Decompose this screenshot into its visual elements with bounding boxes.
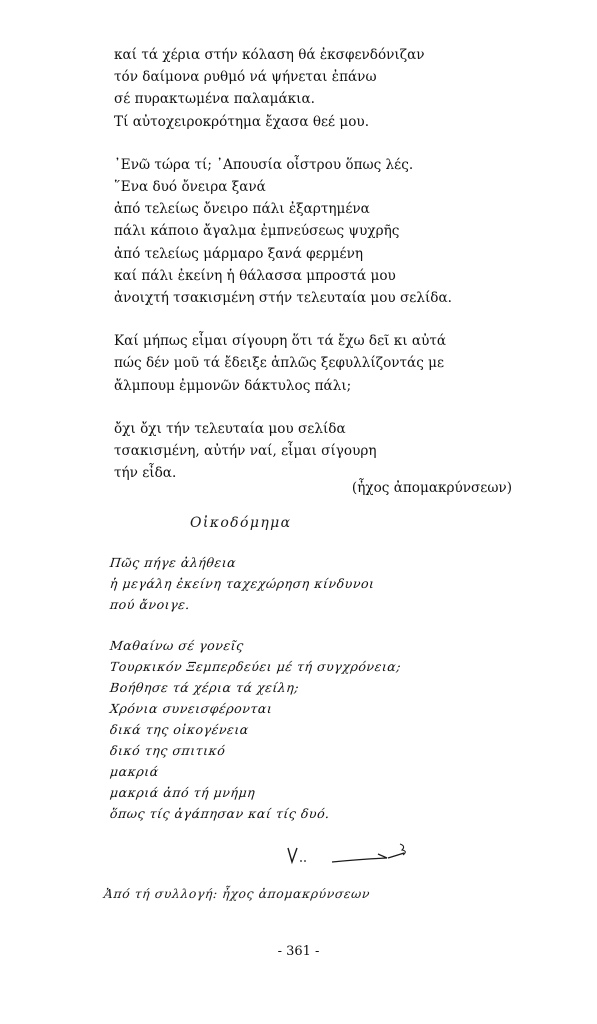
handwritten-signature (282, 838, 412, 872)
handwritten-line: Πῶς πήγε ἀλήθεια (109, 555, 238, 570)
handwritten-line: δικά της οἰκογένεια (109, 722, 250, 737)
handwritten-line: ὅπως τίς ἀγάπησαν καί τίς δυό. (109, 806, 331, 821)
poem-line: πάλι κάποιο ἄγαλμα ἐμπνεύσεως ψυχρῆς (114, 223, 400, 240)
poem-line: ἀπό τελείως μάρμαρο ξανά φερμένη (114, 245, 363, 262)
poem-line: Τί αὐτοχειροκρότημα ἔχασα θεέ μου. (114, 113, 370, 130)
poem-line: ἀνοιχτή τσακισμένη στήν τελευταία μου σελίδα. (114, 290, 452, 307)
poem-line: ῞Ενα δυό ὄνειρα ξανά (114, 179, 266, 196)
poem-attribution: (ἦχος ἀπομακρύνσεων) (351, 480, 512, 496)
handwritten-line: μακριά ἀπό τή μνήμη (109, 785, 257, 800)
handwritten-title: Οἰκοδόμημα (190, 515, 292, 531)
poem-line: τόν δαίμονα ρυθμό νά ψήνεται ἐπάνω (114, 69, 377, 86)
poem-line: καί πάλι ἐκείνη ἡ θάλασσα μπροστά μου (114, 267, 396, 284)
handwritten-line: Τουρκικόν Ξεμπερδεύει μέ τή συγχρόνεια; (109, 659, 402, 674)
poem-line: Καί μήπως εἶμαι σίγουρη ὅτι τά ἔχω δεῖ κι αὐτά (114, 333, 447, 350)
handwritten-line: Χρόνια συνεισφέρονται (109, 701, 274, 716)
handwritten-line: Μαθαίνω σέ γονεῖς (109, 638, 245, 653)
poem-line: ὄχι ὄχι τήν τελευταία μου σελίδα (114, 420, 346, 437)
poem-line: τσακισμένη, αὐτήν ναί, εἶμαι σίγουρη (114, 443, 377, 460)
poem-line: ᾿Ενῶ τώρα τί; ᾿Απουσία οἶστρου ὅπως λές. (114, 156, 414, 173)
handwritten-line: δικό της σπιτικό (109, 743, 227, 758)
poem-line: καί τά χέρια στήν κόλαση θά ἐκσφενδόνιζαν (114, 47, 425, 63)
handwritten-footer: Ἀπό τή συλλογή: ἦχος ἀπομακρύνσεων (103, 886, 371, 901)
poem-line: ἄλμπουμ ἐμμονῶν δάκτυλος πάλι; (114, 377, 352, 394)
handwritten-manuscript (110, 552, 530, 824)
poem-stanza-2 (114, 154, 534, 309)
poem-line: ἀπό τελείως ὄνειρο πάλι ἐξαρτημένα (114, 201, 370, 218)
poem-stanza-4 (114, 418, 534, 485)
poem-stanza-3 (114, 330, 534, 397)
poem-line: σέ πυρακτωμένα παλαμάκια. (114, 91, 316, 108)
poem-line: τήν εἶδα. (114, 465, 177, 482)
printed-poem (114, 44, 534, 484)
handwritten-line: πού ἄνοιγε. (109, 597, 191, 612)
handwritten-line: μακριά (109, 764, 160, 779)
handwritten-stanza-1 (110, 552, 530, 615)
poem-line: πώς δέν μοῦ τά ἔδειξε ἁπλῶς ξεφυλλίζοντάς με (114, 355, 445, 372)
handwritten-stanza-2 (110, 635, 530, 824)
page-number: - 361 - (277, 944, 320, 959)
handwritten-line: Βοήθησε τά χέρια τά χείλη; (109, 680, 300, 695)
handwritten-line: ἡ μεγάλη ἐκείνη ταχεχώρηση κίνδυνοι (109, 576, 376, 591)
poem-stanza-1 (114, 44, 534, 133)
